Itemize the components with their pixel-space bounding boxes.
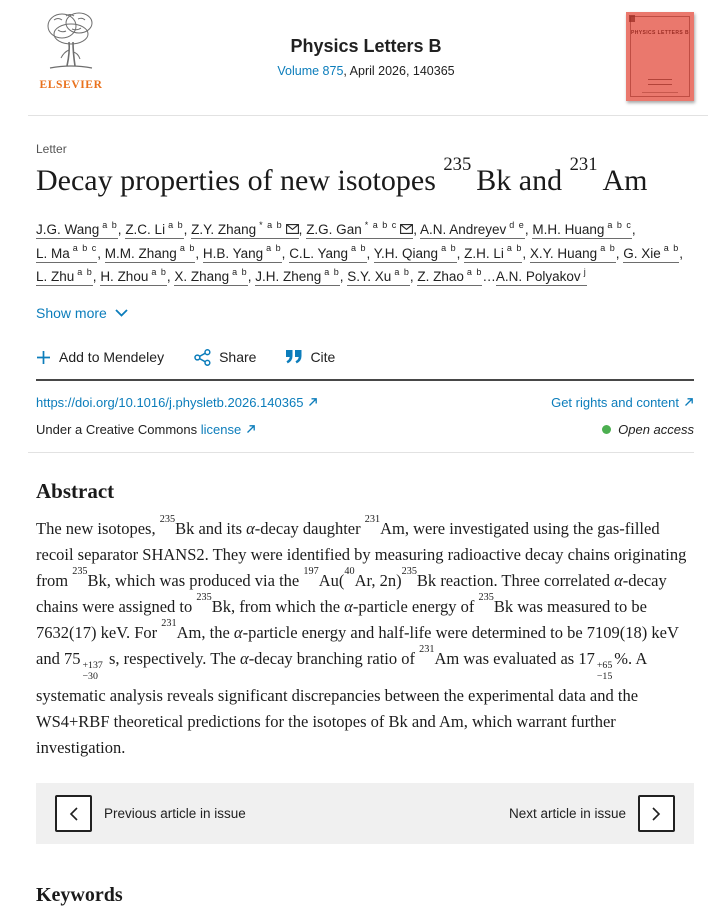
cite-label: Cite bbox=[310, 349, 336, 366]
header-divider bbox=[28, 115, 708, 116]
journal-header bbox=[0, 0, 708, 101]
author-link[interactable]: C.L. Yang $^{a b}$ bbox=[289, 243, 367, 261]
author-link[interactable]: Z.H. Li $^{a b}$ bbox=[464, 243, 523, 261]
author-link[interactable]: L. Ma $^{a b c}$ bbox=[36, 243, 98, 261]
elsevier-tree-icon bbox=[42, 10, 100, 72]
author-separator: , bbox=[339, 269, 348, 285]
cite-button[interactable] bbox=[286, 349, 335, 365]
add-to-mendeley-button[interactable] bbox=[36, 349, 164, 365]
elsevier-logo[interactable] bbox=[36, 10, 106, 91]
previous-article-group bbox=[55, 795, 246, 832]
share-label: Share bbox=[219, 349, 257, 366]
doi-row bbox=[36, 395, 694, 410]
issue-line bbox=[106, 64, 626, 78]
license-statement bbox=[36, 422, 256, 437]
issue-navigation bbox=[36, 783, 694, 844]
chevron-right-icon bbox=[651, 806, 662, 822]
share-icon bbox=[194, 349, 211, 366]
cover-text-mark bbox=[648, 79, 672, 85]
show-more-label: Show more bbox=[36, 304, 107, 321]
author-link[interactable]: Z.G. Gan $^{* a b c}$ bbox=[306, 222, 413, 239]
author-separator: , bbox=[183, 222, 192, 237]
author-link[interactable]: S.Y. Xu $^{a b}$ bbox=[347, 266, 410, 285]
rights-text: Get rights and content bbox=[551, 394, 679, 410]
chevron-down-icon bbox=[115, 309, 128, 317]
author-list bbox=[36, 218, 694, 289]
external-link-icon bbox=[308, 397, 318, 407]
cover-title: PHYSICS LETTERS B bbox=[631, 30, 689, 36]
author-separator: , bbox=[631, 222, 636, 237]
author-separator: , bbox=[195, 245, 203, 261]
author-separator: , bbox=[247, 269, 256, 285]
author-link[interactable]: A.N. Polyakov $^j$ bbox=[495, 266, 587, 285]
license-link[interactable] bbox=[201, 422, 256, 437]
author-link[interactable]: H.B. Yang $^{a b}$ bbox=[202, 243, 282, 261]
external-link-icon bbox=[246, 424, 256, 434]
license-link-text: license bbox=[200, 421, 242, 437]
author-separator: … bbox=[482, 269, 496, 285]
doi-link[interactable] bbox=[36, 395, 318, 410]
author-link[interactable]: J.G. Wang $^{a b}$ bbox=[36, 219, 118, 237]
article-title: Decay properties of new isotopes $^{235}$ Bk and $^{231}$ Am bbox=[36, 153, 648, 197]
open-access-dot-icon bbox=[602, 425, 611, 434]
journal-title-link[interactable]: Physics Letters B bbox=[290, 36, 442, 56]
license-prefix: Under a Creative Commons bbox=[36, 421, 201, 437]
add-to-mendeley-label: Add to Mendeley bbox=[59, 349, 165, 366]
author-separator: , bbox=[97, 245, 105, 261]
author-separator: , bbox=[281, 245, 290, 261]
cover-text-mark bbox=[642, 92, 678, 93]
author-link[interactable]: Z.C. Li $^{a b}$ bbox=[125, 219, 184, 237]
email-icon bbox=[286, 224, 299, 234]
keywords-heading: Keywords bbox=[36, 884, 123, 907]
author-separator: , bbox=[166, 269, 175, 285]
share-button[interactable] bbox=[194, 349, 256, 366]
abstract-text: The new isotopes, $^{235}$Bk and its α-decay daughter $^{231}$Am, were investigated using the gas-filled recoil separator SHANS2. They were identified by measuring radioactive decay chains originating from $^{235}$Bk, which was produced via the $^{197}$Au($^{40}$Ar, 2n)$^{235}$Bk reaction. Three correlated α-decay chains were assigned to $^{235}$Bk, from which the α-particle energy of $^{235}$Bk was measured to be 7632(17) keV. For $^{231}$Am, the α-particle energy and half-life were determined to be 7109(18) keV and 75 +137 −30 s, respectively. The α-decay branching ratio of $^{231}$Am was evaluated as 17 +65 −15 %. A systematic analysis reveals significant discrepancies between the experimental data and the WS4+RBF theoretical predictions for the isotopes of Bk and Am, which warrant further investigation. bbox=[36, 514, 687, 758]
author-separator: , bbox=[615, 245, 624, 261]
author-separator: , bbox=[92, 269, 101, 285]
author-link[interactable]: M.H. Huang $^{a b c}$ bbox=[532, 219, 632, 237]
elsevier-wordmark: ELSEVIER bbox=[39, 79, 103, 91]
author-link[interactable]: Y.H. Qiang $^{a b}$ bbox=[373, 243, 457, 261]
next-article-label: Next article in issue bbox=[508, 806, 626, 822]
author-separator: , bbox=[366, 245, 374, 261]
author-link[interactable]: Z.Y. Zhang $^{* a b}$ bbox=[191, 222, 299, 239]
cover-logo-mark bbox=[629, 15, 635, 22]
rights-and-content-link[interactable] bbox=[551, 395, 694, 410]
author-separator: , bbox=[409, 269, 418, 285]
author-link[interactable]: Z. Zhao $^{a b}$ bbox=[417, 266, 483, 285]
author-link[interactable]: L. Zhu $^{a b}$ bbox=[36, 266, 93, 285]
previous-article-button[interactable] bbox=[55, 795, 92, 832]
author-separator: , bbox=[413, 222, 420, 237]
author-link[interactable]: G. Xie $^{a b}$ bbox=[623, 243, 680, 261]
open-access-label: Open access bbox=[618, 421, 694, 437]
plus-icon bbox=[36, 350, 51, 365]
actions-divider bbox=[36, 379, 694, 381]
license-row bbox=[36, 422, 694, 437]
volume-link[interactable]: Volume 875 bbox=[277, 64, 344, 78]
cite-icon bbox=[286, 350, 302, 364]
doi-text: https://doi.org/10.1016/j.physletb.2026.140365 bbox=[36, 394, 304, 410]
author-separator: , bbox=[679, 245, 684, 261]
issue-info: , April 2026, 140365 bbox=[343, 64, 455, 78]
next-article-group bbox=[509, 795, 675, 832]
article-actions bbox=[36, 349, 694, 366]
chevron-left-icon bbox=[68, 806, 79, 822]
journal-cover[interactable] bbox=[626, 12, 694, 101]
journal-banner bbox=[106, 10, 626, 78]
article-type-label: Letter bbox=[36, 142, 67, 156]
article-main bbox=[0, 142, 708, 907]
abstract-heading: Abstract bbox=[36, 478, 115, 503]
author-separator: , bbox=[522, 245, 530, 261]
next-article-button[interactable] bbox=[638, 795, 675, 832]
author-link[interactable]: J.H. Zheng $^{a b}$ bbox=[255, 266, 340, 285]
show-more-button[interactable] bbox=[36, 305, 128, 321]
author-separator: , bbox=[117, 222, 126, 237]
author-separator: , bbox=[456, 245, 465, 261]
author-link[interactable]: M.M. Zhang $^{a b}$ bbox=[104, 243, 196, 261]
author-separator: , bbox=[298, 222, 307, 237]
author-link[interactable]: X.Y. Huang $^{a b}$ bbox=[529, 243, 616, 261]
previous-article-label: Previous article in issue bbox=[104, 806, 246, 822]
author-separator: , bbox=[524, 222, 533, 237]
external-link-icon bbox=[684, 397, 694, 407]
meta-divider bbox=[28, 452, 694, 453]
author-link[interactable]: X. Zhang $^{a b}$ bbox=[174, 266, 248, 285]
email-icon bbox=[400, 224, 413, 234]
author-link[interactable]: A.N. Andreyev $^{d e}$ bbox=[420, 219, 525, 237]
open-access-badge bbox=[602, 422, 694, 437]
author-link[interactable]: H. Zhou $^{a b}$ bbox=[100, 266, 167, 285]
